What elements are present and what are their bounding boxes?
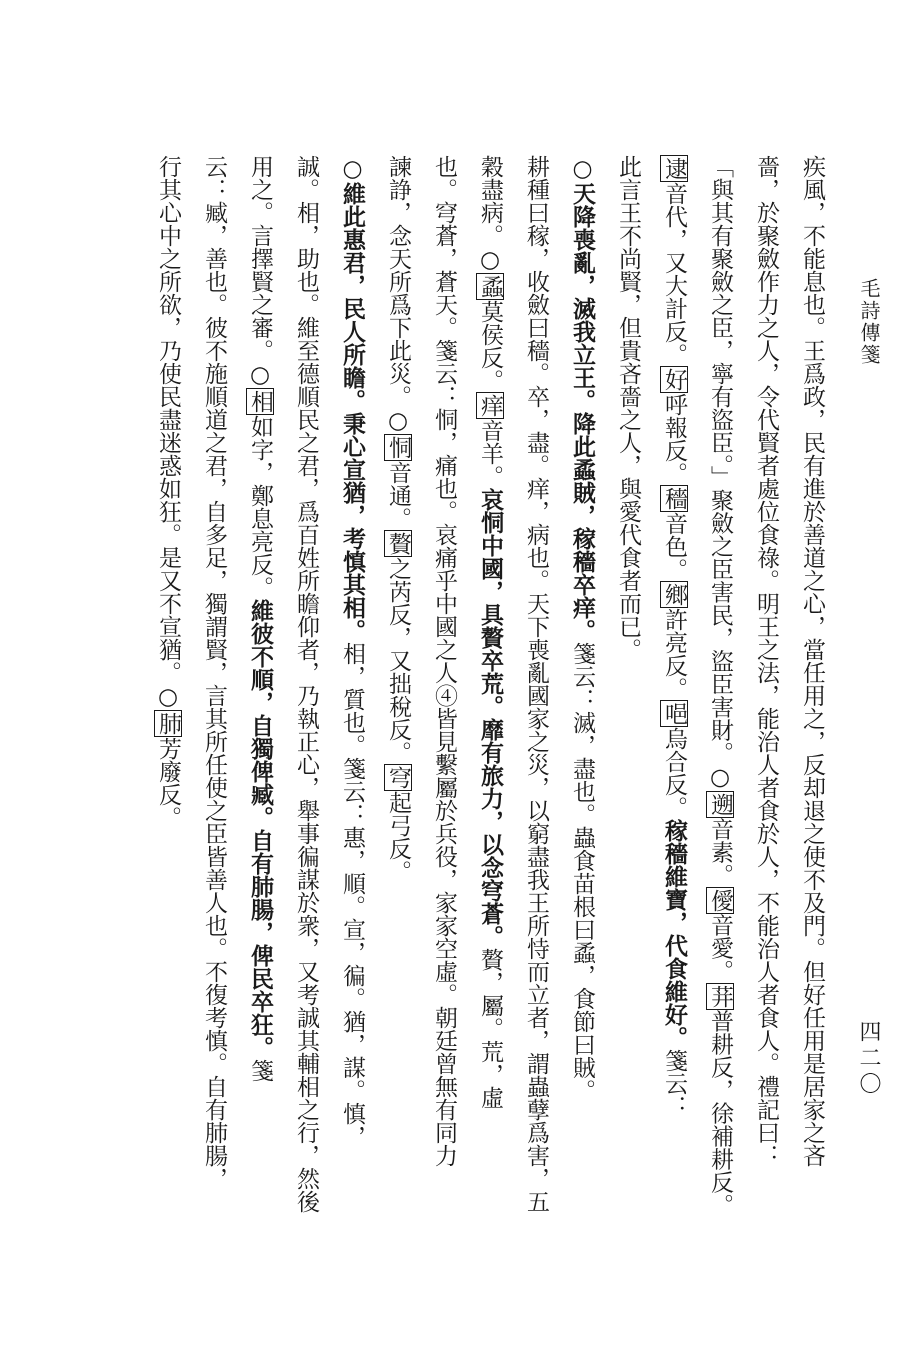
text-column: [564, 155, 600, 1295]
text-column: [196, 155, 232, 1295]
commentary-text: 箋云：滅，盡也。蟲食苗根曰蟊，食節曰賊。: [569, 642, 595, 1102]
classic-verse: 維彼不順，自獨俾臧。自有肺腸，俾民卒狂。: [247, 599, 274, 1059]
page-number: 四二〇: [856, 1020, 881, 1098]
commentary-text: 云：臧，善也。彼不施順道之君，自多足，獨謂賢，言其所任使之臣皆善人也。不復考慎。自有肺腸，: [201, 155, 227, 1190]
commentary-text: 音素。: [707, 817, 733, 887]
commentary-text: 嗇，於聚斂作力之人，令代賢者處位食祿。明王之法，能治人者食於人，不能治人者食人。禮記曰：: [753, 155, 779, 1167]
boxed-headword: 相: [247, 390, 273, 413]
boxed-headword: 蟊: [477, 275, 503, 298]
commentary-text: 芳廢反。: [155, 737, 181, 829]
boxed-headword: 遡: [707, 792, 733, 816]
commentary-text: 諫諍，念天所爲下此災。○: [385, 155, 411, 434]
boxed-headword: 恫: [385, 436, 411, 459]
commentary-text: 用之。言擇賢之審。○: [247, 155, 273, 388]
classic-verse: ○天降喪亂，滅我立王。降此蟊賊，稼穡卒痒。: [569, 155, 596, 642]
commentary-text: 疾風，不能息也。王爲政，民有進於善道之心，當任用之，反却退之使不及門。但好任用是居家之吝: [799, 155, 825, 1167]
boxed-headword: 荓: [707, 984, 733, 1008]
text-column: [518, 155, 554, 1295]
commentary-text: 行其心中之所欲，乃使民盡迷惑如狂。是又不宣猶。○: [155, 155, 181, 710]
commentary-text: 音色。: [661, 512, 687, 581]
boxed-headword: 肺: [155, 712, 181, 735]
boxed-headword: 穡: [661, 487, 687, 510]
commentary-text: 也。穹蒼，蒼天。箋云：恫，痛也。哀痛乎中國之人④皆見繫屬於兵役，家家空虛。朝廷曾無有同力: [431, 155, 457, 1167]
text-column: [288, 155, 324, 1295]
commentary-text: 耕種曰稼，收斂曰穡。卒，盡。痒，病也。天下喪亂國家之災，以窮盡我王所恃而立者，謂蟲孽爲害，五: [523, 155, 549, 1213]
text-column: [380, 155, 416, 1295]
commentary-text: 音羊。: [477, 419, 503, 488]
classic-verse: ○維此惠君，民人所瞻。秉心宣猶，考慎其相。: [339, 155, 366, 642]
commentary-text: 之芮反，又拙稅反。: [385, 557, 411, 764]
boxed-headword: 好: [661, 368, 687, 391]
boxed-headword: 贅: [385, 532, 411, 555]
text-column: [426, 155, 462, 1295]
commentary-text: 音通。: [385, 461, 411, 530]
classic-verse: 稼穡維寶，代食維好。: [661, 819, 688, 1049]
commentary-text: 許亮反。: [661, 608, 687, 700]
boxed-headword: 穹: [385, 766, 411, 789]
commentary-text: 烏合反。: [661, 727, 687, 819]
commentary-text: 誠。相，助也。維至德順民之君，爲百姓所瞻仰者，乃執正心，舉事徧謀於衆，又考誠其輔相之行，然後: [293, 155, 319, 1213]
boxed-headword: 鄉: [661, 583, 687, 606]
commentary-text: 呼報反。: [661, 393, 687, 485]
text-column: [334, 155, 370, 1295]
boxed-headword: 逮: [661, 157, 687, 180]
commentary-text: 穀盡病。○: [477, 155, 503, 273]
classic-verse: 哀恫中國，具贅卒荒。靡有旅力，以念穹蒼。: [477, 488, 504, 948]
text-column: [656, 155, 692, 1295]
main-text-block: [150, 155, 830, 1295]
commentary-text: 箋云：: [661, 1049, 687, 1118]
commentary-text: 贅，屬。荒，虛: [477, 948, 503, 1109]
commentary-text: 音代，又大計反。: [661, 182, 687, 366]
text-column: [794, 155, 830, 1295]
text-column: [472, 155, 508, 1295]
text-column: [702, 155, 738, 1295]
commentary-text: 如字，鄭息亮反。: [247, 415, 273, 599]
commentary-text: 普耕反，徐補耕反。: [707, 1009, 733, 1217]
text-column: [242, 155, 278, 1295]
commentary-text: 箋: [247, 1059, 273, 1082]
commentary-text: 「與其有聚斂之臣，寧有盜臣。」聚斂之臣害民，盜臣害財。○: [707, 155, 733, 791]
boxed-headword: 痒: [477, 394, 503, 417]
commentary-text: 莫侯反。: [477, 300, 503, 392]
commentary-text: 此言王不尚賢，但貴吝嗇之人，與愛代食者而已。: [615, 155, 641, 661]
text-column: [610, 155, 646, 1295]
commentary-text: 起弓反。: [385, 791, 411, 883]
commentary-text: 相，質也。箋云：惠，順。宣，徧。猶，謀。慎，: [339, 642, 365, 1148]
boxed-headword: 僾: [707, 888, 733, 912]
boxed-headword: 唈: [661, 702, 687, 725]
text-column: [748, 155, 784, 1295]
text-column: [150, 155, 186, 1295]
running-title: 毛詩傳箋: [857, 278, 881, 366]
commentary-text: 音愛。: [707, 913, 733, 983]
